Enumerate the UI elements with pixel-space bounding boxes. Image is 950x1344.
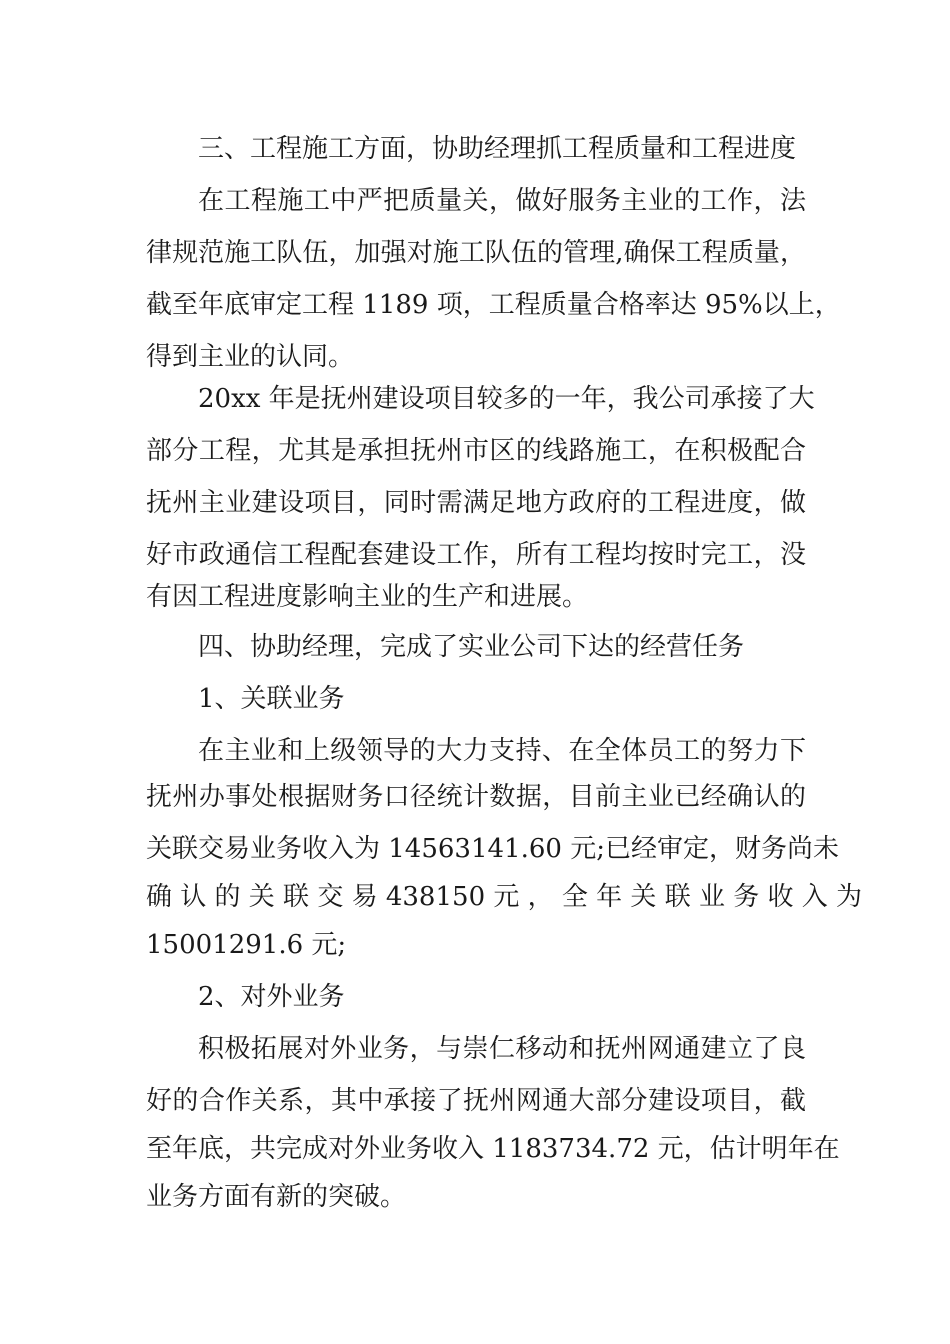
paragraph-line: 在主业和上级领导的大力支持、在全体员工的努力下 <box>198 736 806 766</box>
section-heading-3: 三、工程施工方面，协助经理抓工程质量和工程进度 <box>198 134 797 164</box>
paragraph-line: 截至年底审定工程 1189 项，工程质量合格率达 95%以上， <box>146 290 841 320</box>
paragraph-line: 20xx 年是抚州建设项目较多的一年，我公司承接了大 <box>198 384 815 414</box>
paragraph-line: 至年底，共完成对外业务收入 1183734.72 元，估计明年在 <box>146 1134 840 1164</box>
subsection-heading-2: 2、对外业务 <box>198 982 345 1012</box>
section-heading-4: 四、协助经理，完成了实业公司下达的经营任务 <box>198 632 745 662</box>
paragraph-line: 积极拓展对外业务，与崇仁移动和抚州网通建立了良 <box>198 1034 806 1064</box>
paragraph-line: 部分工程，尤其是承担抚州市区的线路施工，在积极配合 <box>146 436 806 466</box>
paragraph-line: 在工程施工中严把质量关，做好服务主业的工作，法 <box>198 186 806 216</box>
paragraph-line: 好市政通信工程配套建设工作，所有工程均按时完工，没 <box>146 540 806 570</box>
subsection-heading-1: 1、关联业务 <box>198 684 345 714</box>
paragraph-line: 律规范施工队伍，加强对施工队伍的管理,确保工程质量， <box>146 238 806 268</box>
paragraph-line: 业务方面有新的突破。 <box>146 1182 407 1212</box>
paragraph-line: 关联交易业务收入为 14563141.60 元;已经审定，财务尚未 <box>146 834 839 864</box>
paragraph-line: 确 认 的 关 联 交 易 438150 元 ， 全 年 关 联 业 务 收 入 为 <box>146 882 863 912</box>
paragraph-line: 15001291.6 元; <box>146 930 347 960</box>
paragraph-line: 好的合作关系，其中承接了抚州网通大部分建设项目，截 <box>146 1086 806 1116</box>
paragraph-line: 得到主业的认同。 <box>146 342 355 372</box>
paragraph-line: 抚州主业建设项目，同时需满足地方政府的工程进度，做 <box>146 488 806 518</box>
paragraph-line: 抚州办事处根据财务口径统计数据，目前主业已经确认的 <box>146 782 806 812</box>
paragraph-line: 有因工程进度影响主业的生产和进展。 <box>146 582 589 612</box>
